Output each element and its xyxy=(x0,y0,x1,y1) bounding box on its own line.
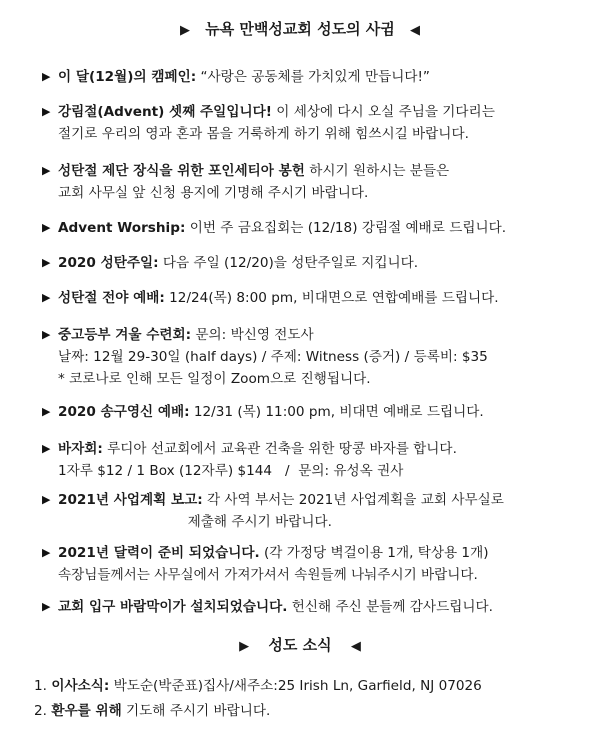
announcement-text: 헌신해 주신 분들께 감사드립니다. xyxy=(287,599,493,615)
section-title-text: 성도 소식 xyxy=(268,636,332,654)
announcement-text: 12/24(목) 8:00 pm, 비대면으로 연합예배를 드립니다. xyxy=(164,290,499,306)
announcement-text-continued: 1자루 $12 / 1 Box (12자루) $144 / 문의: 유성옥 권사 xyxy=(58,463,404,479)
announcement-heading: 성탄절 제단 장식을 위한 포인세티아 봉헌 xyxy=(58,163,305,179)
announcement-text: 루디아 선교회에서 교육관 건축을 위한 땅콩 바자를 합니다. xyxy=(102,441,457,457)
right-triangle-icon: ▶ xyxy=(42,164,51,177)
news-item xyxy=(34,675,594,697)
announcement-text-continued: 교회 사무실 앞 신청 용지에 기명해 주시기 바랍니다. xyxy=(58,185,369,201)
right-triangle-icon: ▶ xyxy=(42,291,51,304)
announcement-text: 하시기 원하시는 분들은 xyxy=(304,163,450,179)
announcement-text: “사랑은 공동체를 가치있게 만듭니다!” xyxy=(196,69,430,85)
announcement-text: 각 사역 부서는 2021년 사업계획을 교회 사무실로 xyxy=(202,492,504,508)
right-triangle-icon: ▶ xyxy=(42,256,51,269)
announcement-heading: 이 달(12월)의 캠페인: xyxy=(58,69,197,85)
announcement-text-continued: 절기로 우리의 영과 혼과 몸을 거룩하게 하기 위해 힘쓰시길 바랍니다. xyxy=(58,126,469,142)
right-triangle-icon: ▶ xyxy=(42,221,51,234)
news-heading: 이사소식: xyxy=(51,678,110,694)
announcement-text: 다음 주일 (12/20)을 성탄주일로 지킵니다. xyxy=(158,255,419,271)
announcement-text: 12/31 (목) 11:00 pm, 비대면 예배로 드립니다. xyxy=(189,404,484,420)
right-triangle-icon: ▶ xyxy=(42,493,51,506)
right-triangle-icon: ▶ xyxy=(239,639,250,654)
news-text: 기도해 주시기 바랍니다. xyxy=(121,703,271,719)
right-triangle-icon: ▶ xyxy=(42,546,51,559)
announcement-text-continued: 제출해 주시기 바랍니다. xyxy=(58,514,332,530)
right-triangle-icon: ▶ xyxy=(42,328,51,341)
announcement-heading: 바자회: xyxy=(58,441,103,457)
news-text: 박도순(박준표)집사/새주소:25 Irish Ln, Garfield, NJ 07026 xyxy=(109,678,482,694)
right-triangle-icon: ▶ xyxy=(42,70,51,83)
announcement-heading: Advent Worship: xyxy=(58,220,186,236)
news-number: 2. xyxy=(34,703,47,719)
right-triangle-icon: ▶ xyxy=(179,23,190,38)
announcement-heading: 성탄절 전야 예배: xyxy=(58,290,165,306)
announcement-text: (각 가정당 벽걸이용 1개, 탁상용 1개) xyxy=(259,545,489,561)
right-triangle-icon: ▶ xyxy=(42,600,51,613)
announcement-text: 문의: 박신영 전도사 xyxy=(191,327,314,343)
announcement-heading: 중고등부 겨울 수련회: xyxy=(58,327,192,343)
section-header-news xyxy=(0,634,600,658)
news-heading: 환우를 위해 xyxy=(51,703,122,719)
announcement-heading: 2021년 사업계획 보고: xyxy=(58,492,203,508)
right-triangle-icon: ▶ xyxy=(42,405,51,418)
announcement-heading: 강림절(Advent) 셋째 주일입니다! xyxy=(58,104,272,120)
section-title-text: 뉴욕 만백성교회 성도의 사귐 xyxy=(205,20,395,38)
announcement-text-continued: 날짜: 12월 29-30일 (half days) / 주제: Witness (증거) / 등록비: $35 xyxy=(58,349,488,365)
left-triangle-icon: ◀ xyxy=(410,23,421,38)
announcement-text-continued: 속장님들께서는 사무실에서 가져가셔서 속원들께 나눠주시기 바랍니다. xyxy=(58,567,478,583)
announcement-heading: 2020 성탄주일: xyxy=(58,255,159,271)
right-triangle-icon: ▶ xyxy=(42,442,51,455)
announcement-text: 이 세상에 다시 오실 주님을 기다리는 xyxy=(271,104,495,120)
news-item xyxy=(34,700,594,722)
announcement-heading: 2020 송구영신 예배: xyxy=(58,404,190,420)
right-triangle-icon: ▶ xyxy=(42,105,51,118)
announcement-heading: 2021년 달력이 준비 되었습니다. xyxy=(58,545,260,561)
announcement-text-continued: * 코로나로 인해 모든 일정이 Zoom으로 진행됩니다. xyxy=(58,371,371,387)
left-triangle-icon: ◀ xyxy=(350,639,361,654)
news-number: 1. xyxy=(34,678,47,694)
announcement-heading: 교회 입구 바람막이가 설치되었습니다. xyxy=(58,599,288,615)
section-header-fellowship xyxy=(0,18,600,42)
announcement-text: 이번 주 금요집회는 (12/18) 강림절 예배로 드립니다. xyxy=(185,220,507,236)
